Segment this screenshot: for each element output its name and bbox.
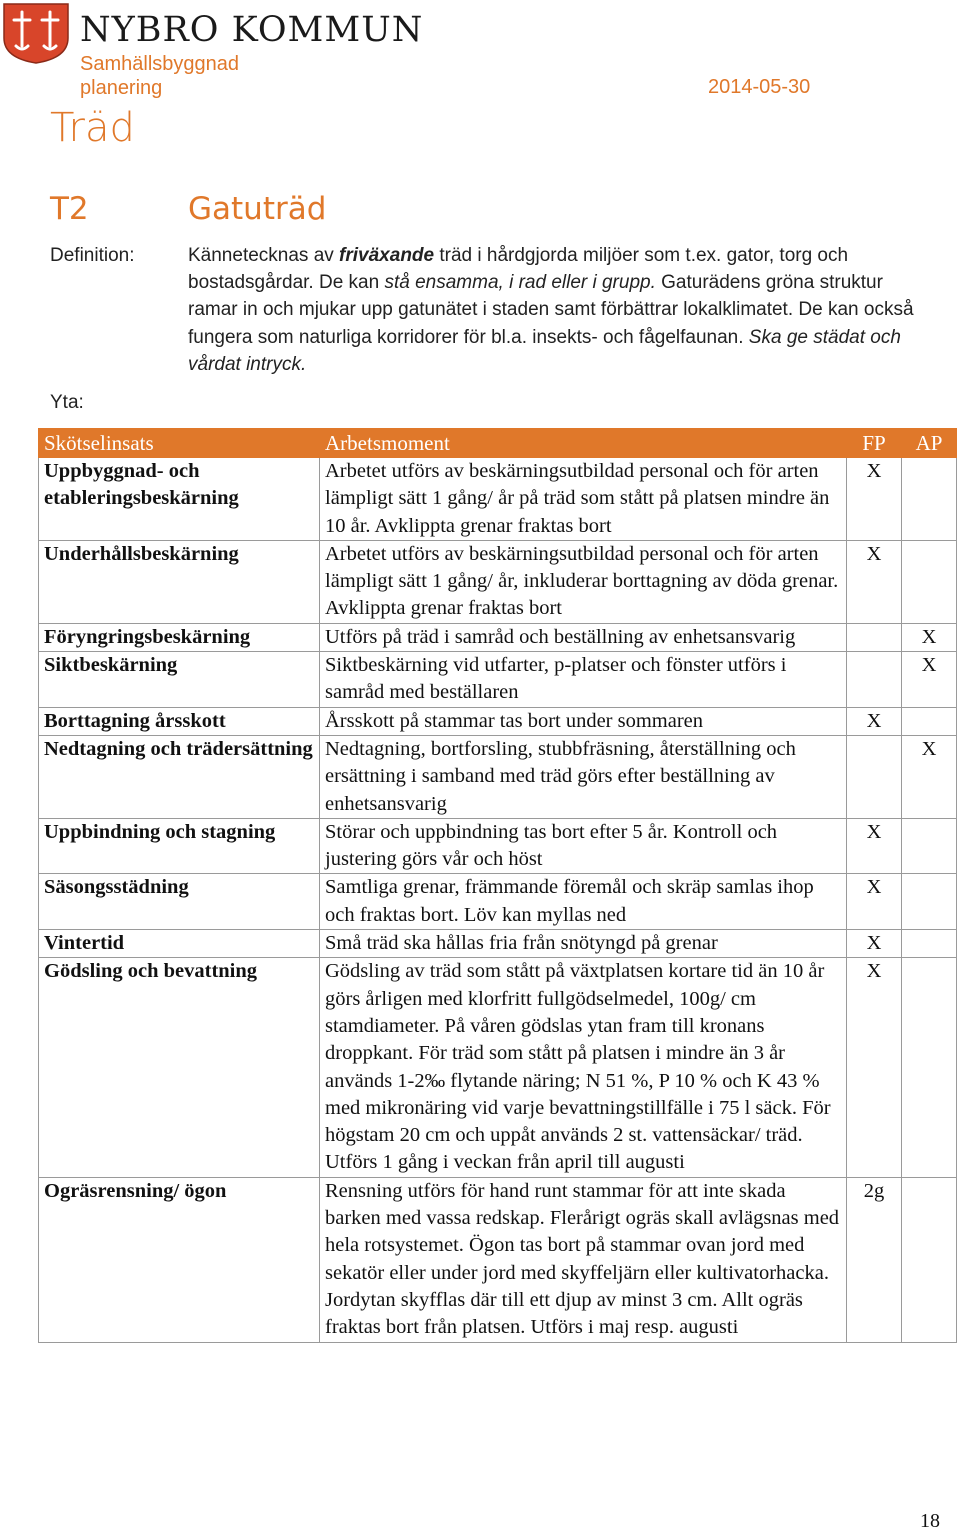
cell-fp	[847, 623, 902, 651]
cell-moment: Rensning utförs för hand runt stammar för att inte skada barken med vassa redskap. Flerårigt ogräs skall avlägsnas med hela rotsystemet. Ögon tas bort på stammar ovan jord med sekatör eller under jord med skyffeljärn eller kultivatorhacka. Jordytan skyfflas där till ett djup av minst 3 cm. Allt ogräs fraktas bort från platsen. Utförs i maj resp. augusti	[320, 1177, 847, 1342]
cell-fp: X	[847, 540, 902, 623]
cell-fp: 2g	[847, 1177, 902, 1342]
cell-fp	[847, 735, 902, 818]
page-title: Träd	[50, 105, 135, 151]
cell-fp: X	[847, 458, 902, 541]
table-row	[39, 652, 957, 708]
cell-moment: Nedtagning, bortforsling, stubbfräsning, återställning och ersättning i samband med träd görs efter beställning av enhetsansvarig	[320, 735, 847, 818]
cell-insats: Borttagning årsskott	[39, 707, 320, 735]
section-code: T2	[50, 191, 89, 227]
area-label: Yta:	[50, 392, 84, 413]
table-body	[39, 458, 957, 1343]
cell-ap	[902, 818, 957, 874]
cell-insats: Siktbeskärning	[39, 652, 320, 708]
cell-moment: Gödsling av träd som stått på växtplatsen kortare tid än 10 år görs årligen med klorfritt fullgödselmedel, 100g/ cm stamdiameter. På våren gödslas ytan fram till kronans droppkant. För träd som stått på platsen i mindre än 3 år används 1-2‰ flytande näring; N 51 %, P 10 % och K 43 % med mikronäring vid varje bevattningstillfälle i 75 l säck. För högstam 20 cm och uppåt används 2 st. vattensäckar/ träd. Utförs 1 gång i veckan från april till augusti	[320, 958, 847, 1177]
cell-ap	[902, 930, 957, 958]
cell-insats: Underhållsbeskärning	[39, 540, 320, 623]
column-header-ap: AP	[902, 429, 957, 458]
cell-fp: X	[847, 707, 902, 735]
table-row	[39, 540, 957, 623]
cell-insats: Föryngringsbeskärning	[39, 623, 320, 651]
cell-moment: Siktbeskärning vid utfarter, p-platser och fönster utförs i samråd med beställaren	[320, 652, 847, 708]
cell-moment: Utförs på träd i samråd och beställning av enhetsansvarig	[320, 623, 847, 651]
cell-fp: X	[847, 874, 902, 930]
maintenance-table	[38, 428, 957, 1343]
cell-moment: Störar och uppbindning tas bort efter 5 år. Kontroll och justering görs vår och höst	[320, 818, 847, 874]
cell-ap	[902, 1177, 957, 1342]
cell-fp: X	[847, 818, 902, 874]
cell-ap: X	[902, 623, 957, 651]
document-date: 2014-05-30	[708, 76, 811, 98]
definition-text	[188, 242, 933, 378]
definition-fragment: friväxande	[339, 245, 435, 266]
cell-moment: Årsskott på stammar tas bort under sommaren	[320, 707, 847, 735]
definition-label: Definition:	[50, 245, 135, 266]
definition-fragment: stå ensamma, i rad eller i grupp.	[384, 272, 656, 294]
cell-ap	[902, 458, 957, 541]
cell-moment: Små träd ska hållas fria från snötyngd på grenar	[320, 930, 847, 958]
definition-fragment: Kännetecknas av	[188, 245, 340, 266]
table-row	[39, 458, 957, 541]
table-row	[39, 623, 957, 651]
cell-ap	[902, 874, 957, 930]
table-row	[39, 1177, 957, 1342]
cell-ap	[902, 707, 957, 735]
department-name: Samhällsbyggnad planering	[80, 53, 239, 99]
cell-insats: Säsongsstädning	[39, 874, 320, 930]
page-number: 18	[920, 1510, 940, 1532]
table-row	[39, 707, 957, 735]
table-row	[39, 874, 957, 930]
cell-insats: Uppbindning och stagning	[39, 818, 320, 874]
coat-of-arms-icon	[2, 2, 70, 64]
cell-insats: Ogräsrensning/ ögon	[39, 1177, 320, 1342]
cell-moment: Samtliga grenar, främmande föremål och skräp samlas ihop och fraktas bort. Löv kan myllas ned	[320, 874, 847, 930]
cell-insats: Vintertid	[39, 930, 320, 958]
cell-fp: X	[847, 958, 902, 1177]
column-header-insats: Skötselinsats	[39, 429, 320, 458]
column-header-moment: Arbetsmoment	[320, 429, 847, 458]
table-header-row	[39, 429, 957, 458]
cell-moment: Arbetet utförs av beskärningsutbildad personal och för arten lämpligt sätt 1 gång/ år, inkluderar borttagning av döda grenar. Avklippta grenar fraktas bort	[320, 540, 847, 623]
cell-insats: Nedtagning och trädersättning	[39, 735, 320, 818]
table-row	[39, 735, 957, 818]
cell-insats: Uppbyggnad- och etableringsbeskärning	[39, 458, 320, 541]
definition-fragment: träd i hårdgjorda miljöer som t.ex. gator, torg och bostadsgårdar. De kan	[188, 245, 849, 294]
cell-ap: X	[902, 652, 957, 708]
cell-ap	[902, 540, 957, 623]
definition-fragment: Ska ge städat och vårdat intryck.	[188, 326, 901, 375]
municipality-logo	[2, 2, 70, 64]
table-row	[39, 818, 957, 874]
cell-fp	[847, 652, 902, 708]
cell-ap	[902, 958, 957, 1177]
column-header-fp: FP	[847, 429, 902, 458]
definition-paragraph	[188, 242, 933, 378]
section-title: Gatuträd	[188, 191, 327, 227]
cell-moment: Arbetet utförs av beskärningsutbildad personal och för arten lämpligt sätt 1 gång/ år på träd som stått på platsen mindre än 10 år. Avklippta grenar fraktas bort	[320, 458, 847, 541]
definition-fragment: Gaturädens gröna struktur ramar in och mjukar upp gatunätet i staden samt förbättrar lokalklimatet. De kan också fungera som naturliga korridorer för bl.a. insekts- och fågelfaunan.	[188, 272, 914, 348]
org-name: NYBRO KOMMUN	[80, 10, 424, 50]
cell-ap: X	[902, 735, 957, 818]
table-row	[39, 958, 957, 1177]
cell-fp: X	[847, 930, 902, 958]
cell-insats: Gödsling och bevattning	[39, 958, 320, 1177]
table-row	[39, 930, 957, 958]
